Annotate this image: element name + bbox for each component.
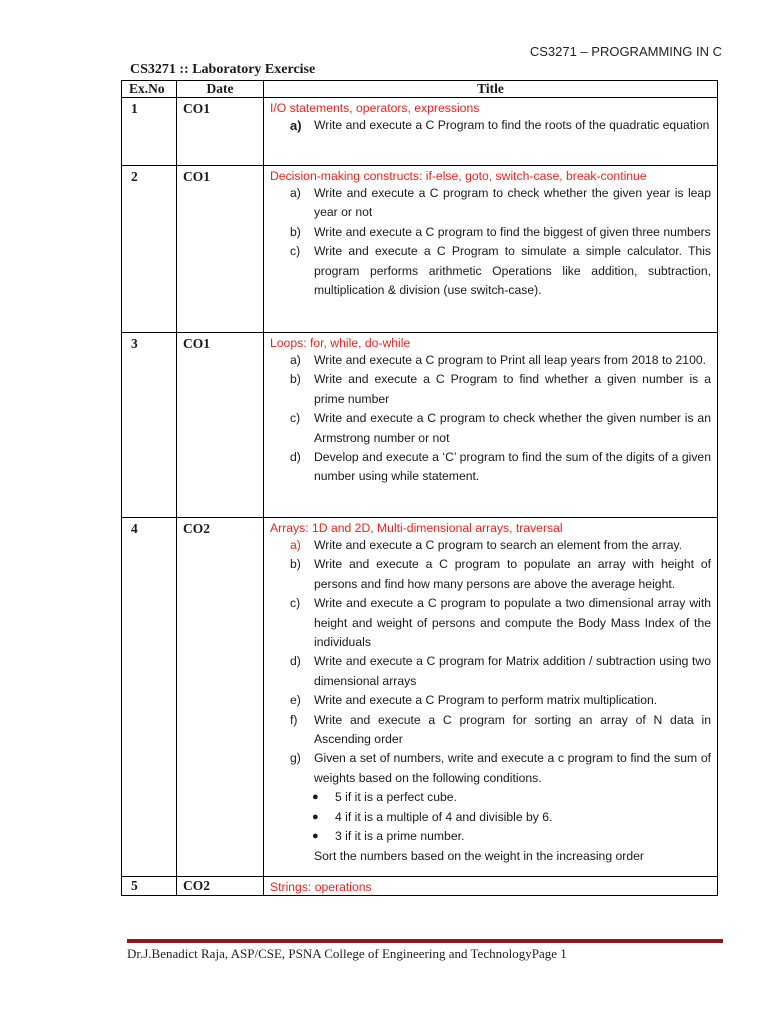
lab-exercise-table: [121, 80, 718, 896]
exercise-item: [290, 448, 711, 487]
condition-bullet: [312, 808, 711, 827]
bullet-icon: ●: [312, 830, 319, 843]
item-text: Write and execute a C program to search an element from the array.: [314, 538, 683, 552]
exercise-item: [290, 351, 711, 370]
item-label: a): [290, 538, 301, 552]
row-co: CO1: [177, 98, 264, 166]
item-label: c): [290, 596, 301, 611]
item-label: c): [290, 411, 301, 426]
row-title-cell: [264, 333, 718, 518]
item-text: Write and execute a C program to find the biggest of given three numbers: [314, 224, 711, 239]
table-row: [122, 877, 718, 896]
item-text: Write and execute a C program to populate a two dimensional array with height and weight of persons and compute the Body Mass Index of the individuals: [314, 596, 711, 650]
exercise-item: [290, 555, 711, 594]
row-title-cell: [264, 877, 718, 896]
topic-heading: Decision-making constructs: if-else, goto, switch-case, break-continue: [270, 169, 647, 183]
document-title: CS3271 :: Laboratory Exercise: [130, 62, 316, 77]
header-exno: Ex.No: [122, 81, 177, 98]
item-text: Write and execute a C program to check whether the given year is leap year or not: [314, 186, 711, 220]
header-date: Date: [177, 81, 264, 98]
table-row: [122, 98, 718, 166]
condition-bullet: [312, 788, 711, 807]
exercise-item: [290, 594, 711, 652]
item-text: Write and execute a C Program to simulate a simple calculator. This program performs arithmetic Operations like addition, subtraction, multiplication & division (use switch-case).: [314, 244, 711, 298]
item-text: Write and execute a C program to Print all leap years from 2018 to 2100.: [314, 353, 707, 367]
exercise-item: [290, 691, 711, 710]
table-row: [122, 333, 718, 518]
exercise-item: [290, 652, 711, 691]
item-text: Write and execute a C program to populate an array with height of persons and find how many persons are above the average height.: [314, 557, 711, 591]
exercise-item: [290, 184, 711, 223]
item-text: Write and execute a C program for Matrix addition / subtraction using two dimensional arrays: [314, 654, 711, 688]
condition-bullet: [312, 827, 711, 846]
exercise-item: [290, 242, 711, 300]
item-label: a): [290, 118, 302, 133]
item-text: Write and execute a C Program to find whether a given number is a prime number: [314, 372, 711, 406]
exercise-item: [290, 116, 711, 135]
item-label: g): [290, 751, 301, 766]
table-row: [122, 166, 718, 333]
row-title-cell: [264, 518, 718, 877]
row-co: CO1: [177, 333, 264, 518]
item-text: Write and execute a C program for sorting an array of N data in Ascending order: [314, 712, 711, 747]
row-co: CO2: [177, 518, 264, 877]
sort-instruction: Sort the numbers based on the weight in the increasing order: [314, 848, 644, 863]
exercise-item: [290, 711, 711, 750]
item-label: a): [290, 353, 301, 367]
row-exno: 3: [122, 333, 177, 518]
topic-heading: I/O statements, operators, expressions: [270, 101, 480, 115]
topic-heading: Strings: operations: [270, 880, 372, 894]
bullet-icon: ●: [312, 791, 319, 804]
item-text: Write and execute a C program to check whether the given number is an Armstrong number or not: [314, 411, 711, 445]
item-label: f): [290, 712, 298, 727]
item-label: d): [290, 450, 301, 465]
header-title: Title: [264, 81, 718, 98]
topic-heading: Loops: for, while, do-while: [270, 336, 411, 350]
row-exno: 5: [122, 877, 177, 896]
item-text: Develop and execute a ‘C’ program to find the sum of the digits of a given number using while statement.: [314, 450, 711, 484]
bullet-text: 4 if it is a multiple of 4 and divisible by 6.: [335, 809, 553, 824]
footer-rule: [127, 939, 723, 943]
row-co: CO2: [177, 877, 264, 896]
row-co: CO1: [177, 166, 264, 333]
page-footer: Dr.J.Benadict Raja, ASP/CSE, PSNA College of Engineering and TechnologyPage 1: [127, 946, 567, 961]
item-label: b): [290, 224, 301, 239]
item-label: e): [290, 693, 301, 708]
item-text: Given a set of numbers, write and execute a c program to find the sum of weights based on the following conditions.: [314, 751, 711, 785]
exercise-item: [290, 536, 711, 555]
bullet-text: 3 if it is a prime number.: [335, 829, 465, 844]
course-header: CS3271 – PROGRAMMING IN C: [529, 44, 722, 59]
table-row: [122, 518, 718, 877]
table-header-row: [122, 81, 718, 98]
bullet-icon: ●: [312, 810, 319, 823]
row-exno: 2: [122, 166, 177, 333]
row-title-cell: [264, 166, 718, 333]
item-label: a): [290, 186, 301, 200]
item-text: Write and execute a C Program to perform matrix multiplication.: [314, 693, 658, 708]
topic-heading: Arrays: 1D and 2D, Multi-dimensional arrays, traversal: [270, 521, 563, 535]
exercise-item: [290, 749, 711, 788]
item-label: c): [290, 244, 301, 259]
exercise-item: [290, 370, 711, 409]
row-title-cell: [264, 98, 718, 166]
exercise-item: [290, 409, 711, 448]
item-label: d): [290, 654, 301, 669]
item-label: b): [290, 372, 301, 387]
item-label: b): [290, 557, 301, 572]
item-text: Write and execute a C Program to find the roots of the quadratic equation: [314, 118, 710, 132]
exercise-item: [290, 223, 711, 242]
row-exno: 4: [122, 518, 177, 877]
row-exno: 1: [122, 98, 177, 166]
bullet-text: 5 if it is a perfect cube.: [335, 790, 457, 805]
